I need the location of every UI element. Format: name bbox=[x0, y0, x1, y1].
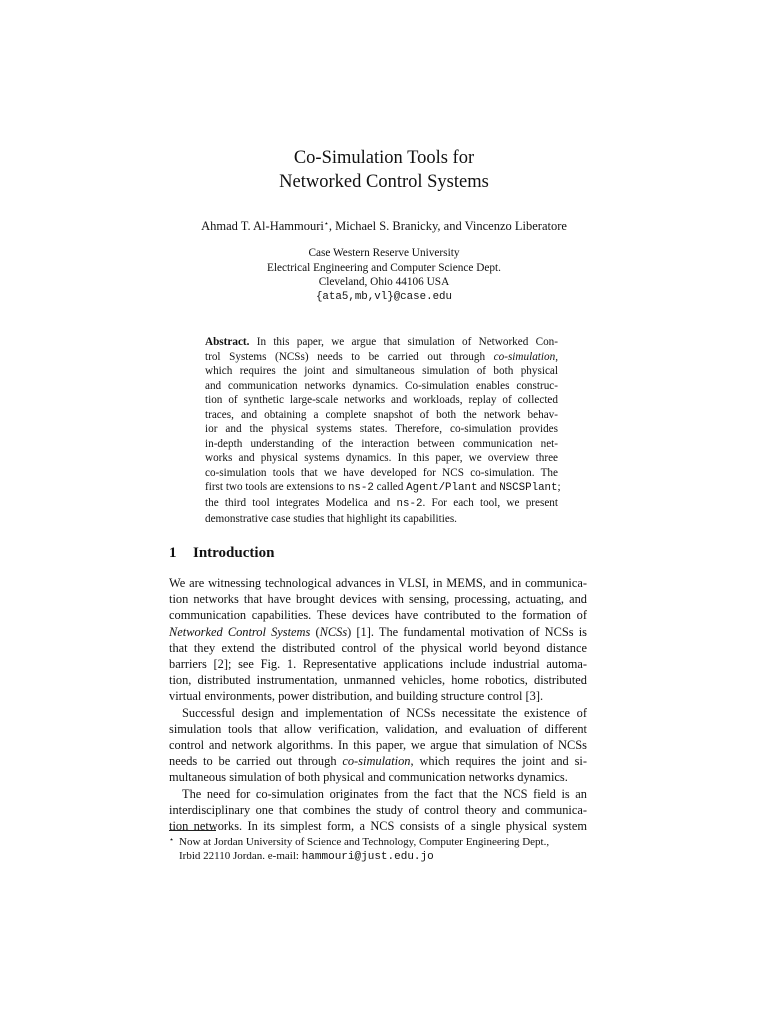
author-1: Ahmad T. Al-Hammouri bbox=[201, 219, 324, 233]
abstract-line: and communication networks dynamics. Co-simulation enables construc- bbox=[205, 379, 558, 392]
body-line: virtual environments, power distribution, and building structure control [3]. bbox=[169, 689, 544, 704]
body-line: barriers [2]; see Fig. 1. Representative applications include industrial automa- bbox=[169, 657, 587, 672]
body-line: multaneous simulation of both physical and communication networks dynamics. bbox=[169, 770, 568, 785]
body-line: Networked Control Systems (NCSs) [1]. The fundamental motivation of NCSs is bbox=[169, 624, 587, 639]
code-nscsplant: NSCSPlant bbox=[499, 482, 558, 495]
body-line: simulation tools that allow verification, validation, and evaluation of different bbox=[169, 721, 587, 736]
abstract-line: works and physical systems dynamics. In this paper, we overview three bbox=[205, 452, 558, 465]
code-ns2: ns-2 bbox=[347, 482, 374, 495]
affiliation-department: Electrical Engineering and Computer Science Dept. bbox=[266, 261, 501, 274]
paper-title bbox=[0, 146, 768, 194]
section-number: 1 bbox=[169, 545, 177, 561]
emphasis: Networked Control Systems bbox=[169, 624, 311, 639]
section-title: Introduction bbox=[193, 545, 275, 561]
abstract-line: the third tool integrates Modelica and ns-2. For each tool, we present bbox=[205, 497, 558, 511]
abstract bbox=[205, 335, 561, 526]
title-line-1: Co-Simulation Tools for bbox=[293, 148, 475, 168]
abstract-line: in-depth understanding of the interaction between communication net- bbox=[205, 437, 558, 450]
body-line: tion, distributed instrumentation, unmanned vehicles, home robotics, distributed bbox=[169, 673, 587, 688]
footnote bbox=[169, 833, 587, 864]
abstract-line: trol Systems (NCSs) needs to be carried out through co-simulation, bbox=[205, 350, 558, 363]
emphasis: co-simulation bbox=[342, 754, 411, 769]
other-authors: , Michael S. Branicky, and Vincenzo Liberatore bbox=[328, 219, 567, 233]
body-line: tion networks. In its simplest form, a NCS consists of a single physical system bbox=[169, 819, 587, 834]
title-line-2: Networked Control Systems bbox=[279, 172, 489, 192]
abstract-line: first two tools are extensions to ns-2 called Agent/Plant and NSCSPlant; bbox=[205, 481, 561, 495]
abstract-line: demonstrative case studies that highlight its capabilities. bbox=[205, 512, 457, 525]
affiliation-email: {ata5,mb,vl}@case.edu bbox=[315, 290, 453, 303]
footnote-mark: ⋆ bbox=[169, 835, 175, 844]
body-text bbox=[169, 575, 587, 834]
abstract-line: traces, and obtaining a complete snapshot of both the network behav- bbox=[205, 408, 558, 421]
abstract-line: co-simulation tools that we have developed for NCS co-simulation. The bbox=[205, 466, 558, 479]
body-line: that they extend the distributed control of the physical world beyond distance bbox=[169, 640, 587, 655]
author-list bbox=[0, 216, 768, 234]
footnote-email: hammouri@just.edu.jo bbox=[301, 851, 434, 863]
code-ns2: ns-2 bbox=[396, 498, 423, 511]
footnote-line: ⋆ Now at Jordan University of Science and Technology, Computer Engineering Dept., bbox=[169, 835, 550, 848]
body-line: communication capabilities. These devices have contributed to the formation of bbox=[169, 608, 587, 623]
abstract-line: ior and the physical systems states. Therefore, co-simulation provides bbox=[205, 423, 558, 436]
author-footnote-mark: ⋆ bbox=[323, 219, 329, 228]
body-line: tion networks that have brought devices with sensing, processing, actuating, and bbox=[169, 592, 587, 607]
emphasis: co-simulation bbox=[493, 350, 556, 363]
abstract-line: Abstract. In this paper, we argue that simulation of Networked Con- bbox=[205, 336, 558, 348]
body-line: We are witnessing technological advances in VLSI, in MEMS, and in communica- bbox=[169, 576, 587, 590]
body-line: Successful design and implementation of NCSs necessitate the existence of bbox=[182, 705, 587, 720]
abstract-line: which requires the joint and simultaneous simulation of both physical bbox=[205, 365, 558, 378]
abstract-line: tion of synthetic large-scale networks and workloads, replay of collected bbox=[205, 394, 558, 407]
footnote-rule bbox=[169, 830, 216, 831]
section-heading bbox=[169, 544, 587, 562]
affiliation-address: Cleveland, Ohio 44106 USA bbox=[318, 276, 450, 288]
abstract-label: Abstract. bbox=[205, 336, 250, 348]
affiliation bbox=[0, 246, 768, 304]
body-line: control and network algorithms. In this paper, we argue that simulation of NCSs bbox=[169, 738, 587, 753]
body-line: interdisciplinary one that combines the study of control theory and communica- bbox=[169, 802, 587, 817]
emphasis: NCSs bbox=[319, 624, 348, 639]
body-line: The need for co-simulation originates from the fact that the NCS field is an bbox=[182, 786, 587, 801]
body-line: needs to be carried out through co-simulation, which requires the joint and si- bbox=[169, 754, 587, 769]
code-agent-plant: Agent/Plant bbox=[406, 482, 478, 495]
affiliation-university: Case Western Reserve University bbox=[308, 247, 460, 259]
footnote-line: Irbid 22110 Jordan. e-mail: hammouri@just.edu.jo bbox=[179, 850, 434, 863]
